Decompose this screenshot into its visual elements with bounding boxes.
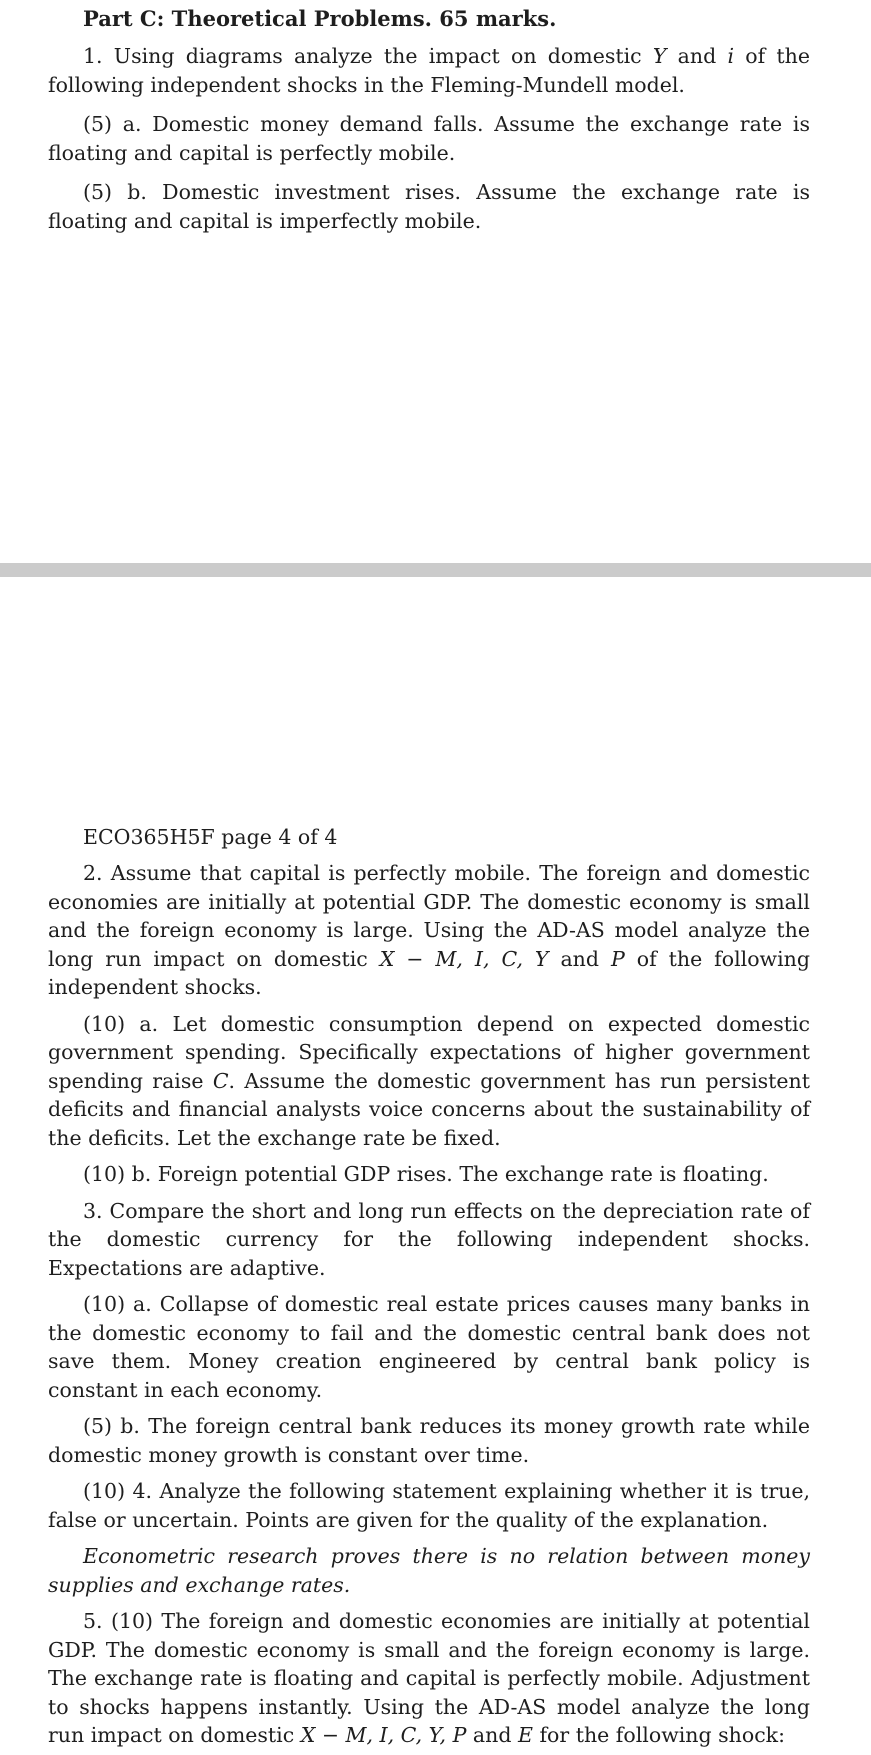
part-title: Part C: Theoretical Problems. 65 marks.	[83, 6, 557, 31]
questions-block	[48, 859, 810, 1750]
question-3a: (10) a. Collapse of domestic real estate prices causes many banks in the domestic economy to fail and the domestic central bank does not save them. Money creation engineered by central bank policy is constant in each economy.	[48, 1292, 810, 1402]
question-1a: (5) a. Domestic money demand falls. Assume the exchange rate is floating and capital is perfectly mobile.	[48, 112, 810, 165]
exam-page-bottom	[0, 577, 871, 1755]
question-4-quote: Econometric research proves there is no relation between money supplies and exchange rates.	[48, 1544, 810, 1597]
question-2b: (10) b. Foreign potential GDP rises. The exchange rate is floating.	[83, 1162, 769, 1186]
question-4: (10) 4. Analyze the following statement explaining whether it is true, false or uncertain. Points are given for the quality of the explanation.	[48, 1479, 810, 1532]
exam-page-top	[0, 0, 871, 563]
question-1-block	[48, 42, 810, 235]
question-3b: (5) b. The foreign central bank reduces its money growth rate while domestic money growth is constant over time.	[48, 1414, 810, 1467]
question-1b: (5) b. Domestic investment rises. Assume the exchange rate is floating and capital is imperfectly mobile.	[48, 180, 810, 233]
question-3: 3. Compare the short and long run effects on the depreciation rate of the domestic currency for the following independent shocks. Expectations are adaptive.	[48, 1198, 810, 1280]
question-1: 1. Using diagrams analyze the impact on domestic Y and i of the following independent shocks in the Fleming-Mundell model.	[48, 44, 810, 97]
question-2a: (10) a. Let domestic consumption depend on expected domestic government spending. Specifically expectations of higher government spending raise C. Assume the domestic government has run persistent deficits and financial analysts voice concerns about the sustainability of the deficits. Let the exchange rate be fixed.	[48, 1011, 810, 1150]
question-5: 5. (10) The foreign and domestic economies are initially at potential GDP. The domestic economy is small and the foreign economy is large. The exchange rate is floating and capital is perfectly mobile. Adjustment to shocks happens instantly. Using the AD-AS model analyze the long run impact on domestic X − M, I, C, Y, P and E for the following shock:	[48, 1609, 810, 1747]
question-2: 2. Assume that capital is perfectly mobile. The foreign and domestic economies are initially at potential GDP. The domestic economy is small and the foreign economy is large. Using the AD-AS model analyze the long run impact on domestic X − M, I, C, Y and P of the following independent shocks.	[48, 861, 810, 999]
page-separator	[0, 563, 871, 577]
page-header: ECO365H5F page 4 of 4	[83, 825, 338, 849]
